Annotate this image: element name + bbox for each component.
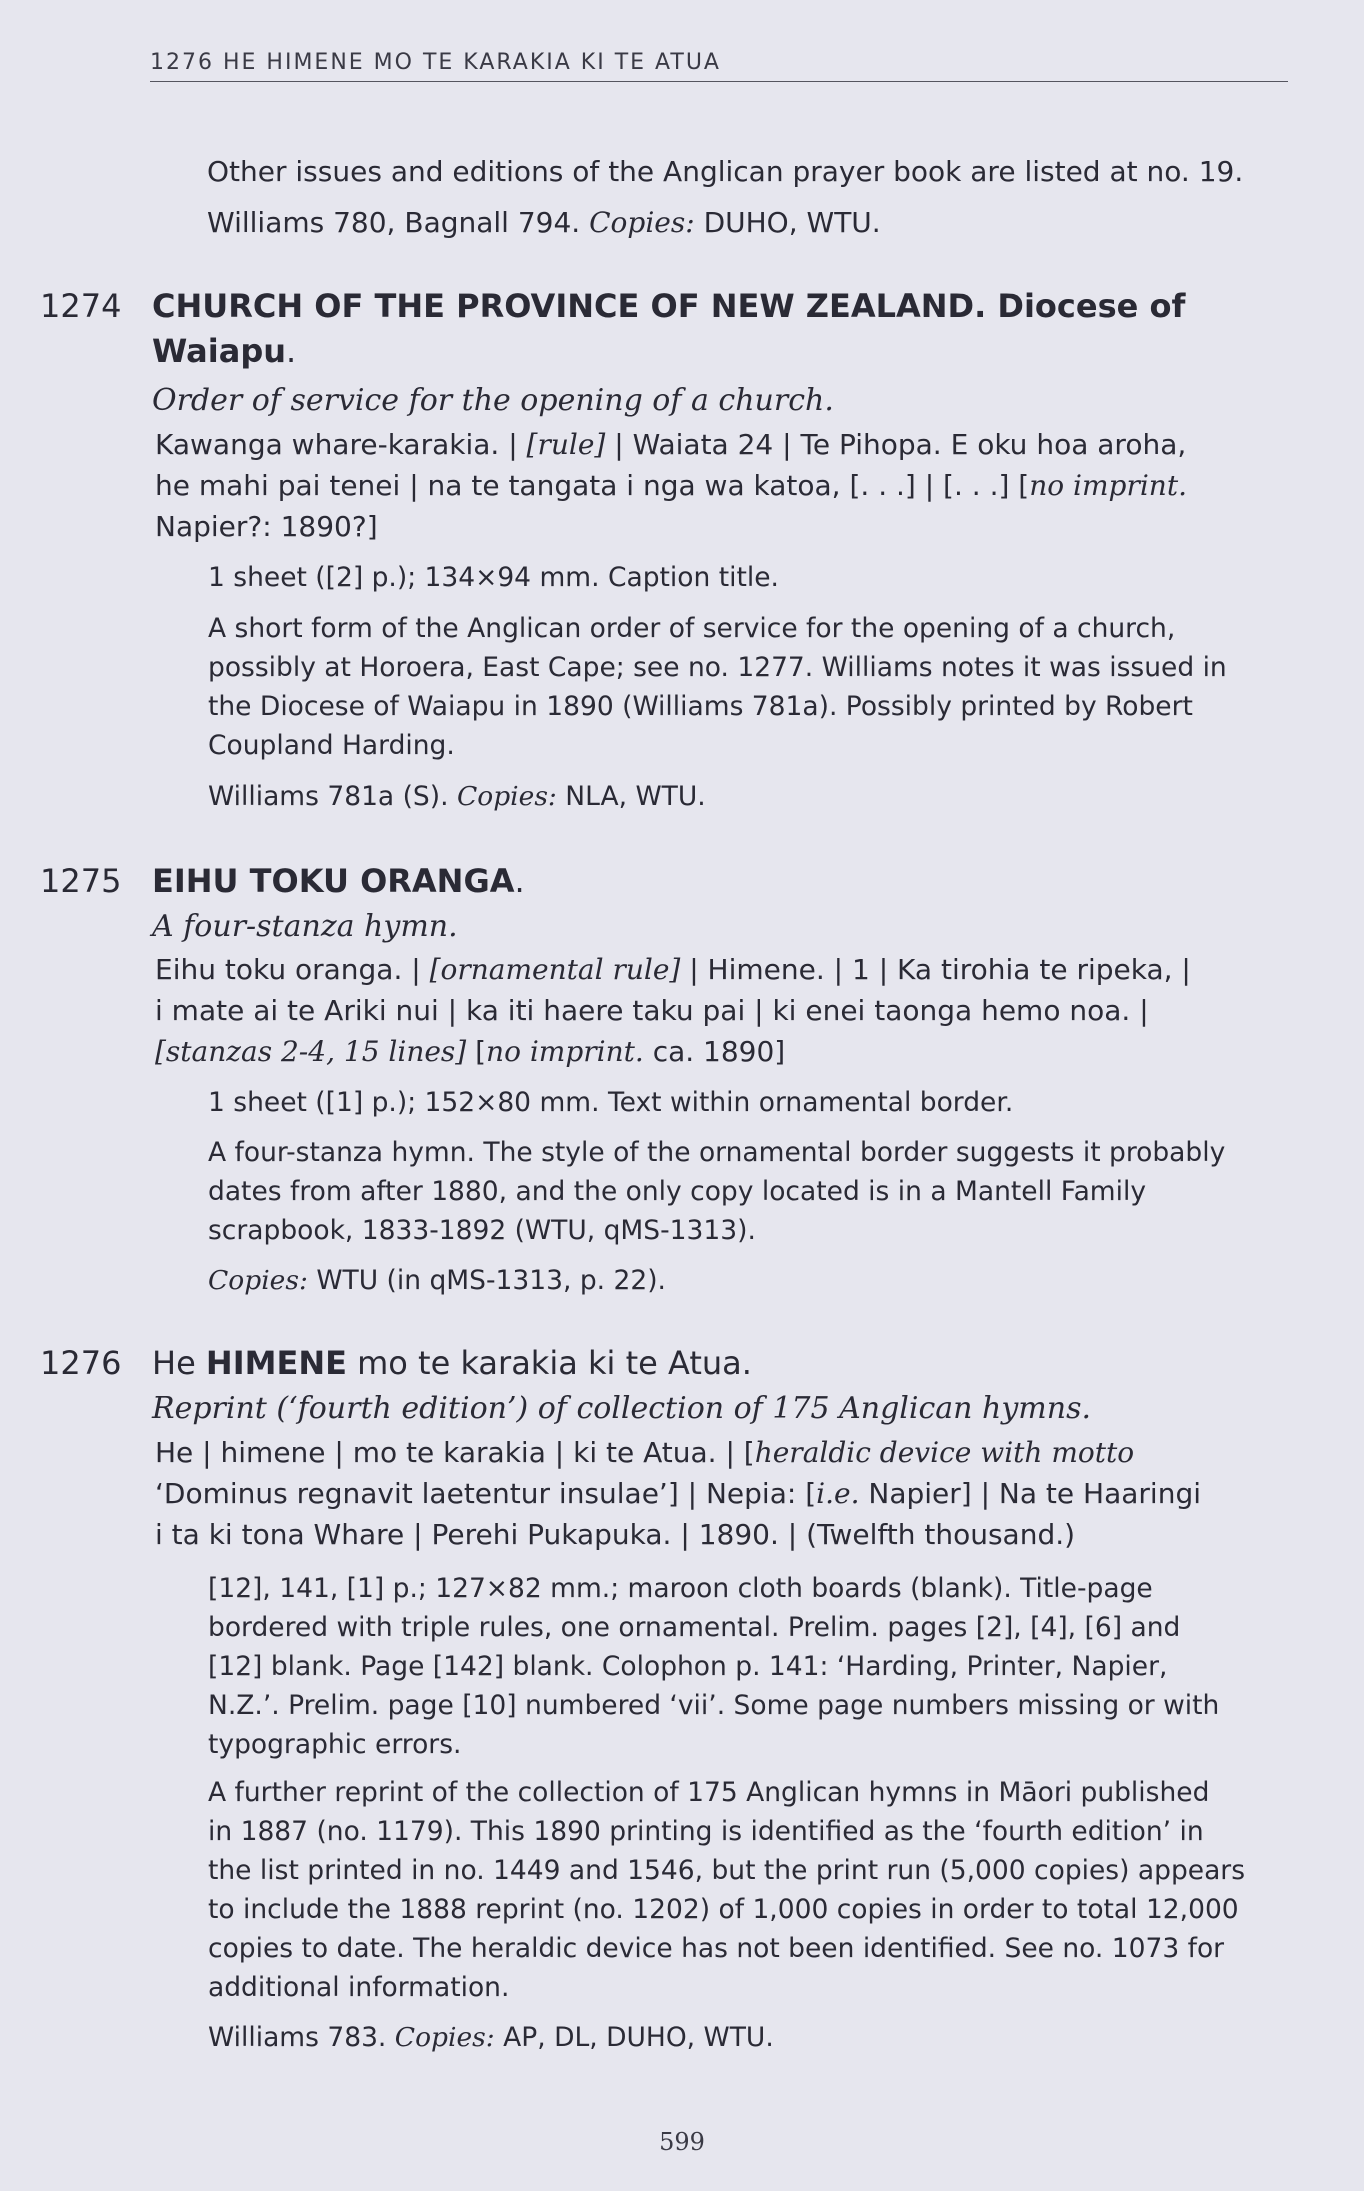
entry-note: [208, 609, 1288, 765]
note-line: A further reprint of the collection of 175 Anglican hymns in Māori published: [208, 1777, 1210, 1808]
note-line: scrapbook, 1833-1892 (WTU, qMS-1313).: [208, 1215, 756, 1246]
collation: 1 sheet ([2] p.); 134×94 mm. Caption title.: [208, 562, 779, 593]
entry-heading: [152, 859, 1292, 904]
note-line: in 1887 (no. 1179). This 1890 printing is identified as the ‘fourth edition’ in: [208, 1816, 1204, 1847]
collation-line: bordered with triple rules, one ornamental. Prelim. pages [2], [4], [6] and: [208, 1612, 1181, 1643]
page-number: 599: [659, 2128, 705, 2156]
transcription-text: Napier] | Na te Haaringi: [859, 1477, 1201, 1510]
note-line: A four-stanza hymn. The style of the ornamental border suggests it probably: [208, 1137, 1226, 1168]
entry-number: 1274: [40, 287, 122, 325]
transcription-text: i mate ai te Ariki nui | ka iti haere taku pai | ki enei taonga hemo noa. |: [155, 994, 1149, 1027]
transcription-text: He | himene | mo te karakia | ki te Atua. | [: [155, 1436, 755, 1469]
preamble-copies: DUHO, WTU.: [703, 206, 881, 239]
heading-part: mo te karakia ki te Atua.: [346, 1344, 752, 1382]
collation: 1 sheet ([1] p.); 152×80 mm. Text within ornamental border.: [208, 1087, 1014, 1118]
preamble-refs: Williams 780, Bagnall 794.: [207, 206, 581, 239]
note-line: the Diocese of Waiapu in 1890 (Williams 781a). Possibly printed by Robert: [208, 691, 1193, 722]
transcription-text: | Waiata 24 | Te Pihopa. E oku hoa aroha,: [605, 428, 1187, 461]
collation-line: N.Z.’. Prelim. page [10] numbered ‘vii’. Some page numbers missing or with: [208, 1690, 1220, 1721]
entry-references: [208, 777, 1288, 816]
copies: AP, DL, DUHO, WTU.: [503, 2022, 774, 2053]
entry-subtitle: Reprint (‘fourth edition’) of collection of 175 Anglican hymns.: [152, 1391, 1092, 1426]
note-line: Coupland Harding.: [208, 730, 455, 761]
heading-line: EIHU TOKU ORANGA: [152, 862, 515, 900]
collation: [208, 1569, 1288, 1764]
heading-part: He: [152, 1344, 206, 1382]
note-line: A short form of the Anglican order of service for the opening of a church,: [208, 613, 1176, 644]
title-transcription: [155, 424, 1293, 547]
entry-references: [208, 2018, 1288, 2057]
transcription-text: [: [466, 1035, 487, 1068]
entry-subtitle: Order of service for the opening of a church.: [152, 383, 834, 418]
transcription-text: ‘Dominus regnavit laetentur insulae’] | Nepia: [: [155, 1477, 817, 1510]
note-line: the list printed in no. 1449 and 1546, but the print run (5,000 copies) appears: [208, 1855, 1246, 1886]
heading-tail: .: [514, 862, 525, 900]
references: Williams 783.: [208, 2022, 387, 2053]
transcription-italic: i.e.: [816, 1477, 860, 1510]
collation-line: [12] blank. Page [142] blank. Colophon p. 141: ‘Harding, Printer, Napier,: [208, 1651, 1168, 1682]
entry-number: 1275: [40, 862, 122, 900]
copies-label: Copies:: [456, 781, 557, 812]
entry-heading: [152, 1341, 1292, 1386]
transcription-text: ca. 1890]: [643, 1035, 786, 1068]
note-line: additional information.: [208, 1972, 510, 2003]
transcription-text: Eihu toku oranga. |: [155, 953, 430, 986]
preamble-copies-label: Copies:: [589, 206, 695, 239]
entry-note: [208, 1133, 1288, 1250]
transcription-text: i ta ki tona Whare | Perehi Pukapuka. | 1890. | (Twelfth thousand.): [155, 1518, 1076, 1551]
collation-line: typographic errors.: [208, 1729, 462, 1760]
transcription-italic: no imprint.: [486, 1035, 644, 1068]
title-transcription: [155, 949, 1293, 1072]
note-line: copies to date. The heraldic device has not been identified. See no. 1073 for: [208, 1933, 1225, 1964]
entry-subtitle: A four-stanza hymn.: [152, 909, 458, 944]
note-line: possibly at Horoera, East Cape; see no. 1277. Williams notes it was issued in: [208, 652, 1227, 683]
transcription-italic: no imprint.: [1029, 469, 1187, 502]
transcription-italic: [ornamental rule]: [429, 953, 681, 986]
preamble-line: Other issues and editions of the Anglican prayer book are listed at no. 19.: [207, 155, 1244, 188]
heading-tail: .: [286, 332, 297, 370]
preamble-references: [207, 203, 1292, 243]
transcription-text: Napier?: 1890?]: [155, 510, 378, 543]
title-transcription: [155, 1432, 1293, 1555]
entry-number: 1276: [40, 1344, 122, 1382]
note-line: to include the 1888 reprint (no. 1202) of 1,000 copies in order to total 12,000: [208, 1894, 1239, 1925]
heading-bold-word: HIMENE: [205, 1344, 347, 1382]
copies: NLA, WTU.: [565, 781, 706, 812]
transcription-italic: [stanzas 2-4, 15 lines]: [155, 1035, 467, 1068]
running-head: 1276 HE HIMENE MO TE KARAKIA KI TE ATUA: [150, 50, 1288, 82]
transcription-text: he mahi pai tenei | na te tangata i nga wa katoa, [. . .] | [. . .] [: [155, 469, 1030, 502]
copies-label: Copies:: [208, 1265, 308, 1296]
transcription-italic: heraldic device with motto: [754, 1436, 1135, 1469]
heading-line: CHURCH OF THE PROVINCE OF NEW ZEALAND. Diocese of: [152, 287, 1186, 325]
heading-line: Waiapu: [152, 332, 286, 370]
transcription-italic: [rule]: [526, 428, 606, 461]
entry-references: [208, 1261, 1288, 1300]
entry-note: [208, 1773, 1288, 2007]
transcription-text: | Himene. | 1 | Ka tirohia te ripeka, |: [680, 953, 1191, 986]
note-line: dates from after 1880, and the only copy located is in a Mantell Family: [208, 1176, 1147, 1207]
entry-heading: [152, 284, 1292, 374]
transcription-text: Kawanga whare-karakia. |: [155, 428, 527, 461]
copies-label: Copies:: [394, 2022, 495, 2053]
references: Williams 781a (S).: [208, 781, 449, 812]
collation-line: [12], 141, [1] p.; 127×82 mm.; maroon cloth boards (blank). Title-page: [208, 1573, 1153, 1604]
copies: WTU (in qMS-1313, p. 22).: [316, 1265, 666, 1296]
